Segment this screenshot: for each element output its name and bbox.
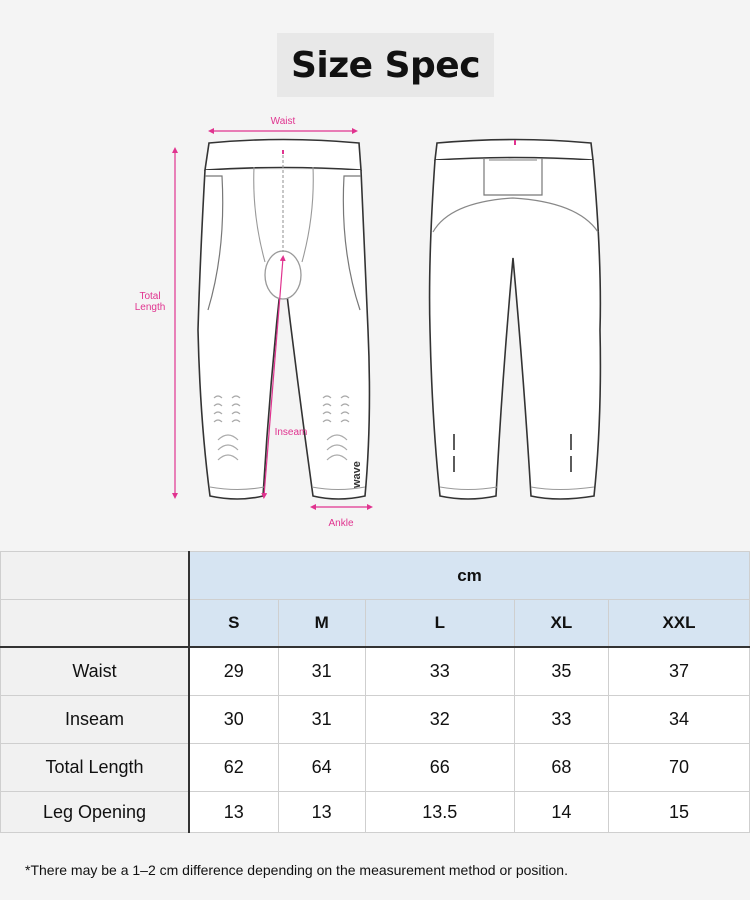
table-cell: 32	[365, 696, 514, 744]
back-view	[430, 140, 601, 500]
table-cell: 66	[365, 744, 514, 792]
row-label-waist: Waist	[1, 647, 190, 696]
table-cell: 37	[608, 647, 749, 696]
table-cell: 13	[278, 792, 365, 833]
table-corner	[1, 552, 190, 600]
table-cell: 70	[608, 744, 749, 792]
total-length-label-2: Length	[134, 302, 166, 313]
table-cell: 29	[189, 647, 278, 696]
footnote: *There may be a 1–2 cm difference depending on the measurement method or position.	[25, 862, 568, 878]
total-length-label-1: Total	[139, 291, 161, 302]
row-label-inseam: Inseam	[1, 696, 190, 744]
table-corner-2	[1, 600, 190, 648]
table-cell: 64	[278, 744, 365, 792]
size-header-xl: XL	[514, 600, 608, 648]
table-cell: 33	[514, 696, 608, 744]
size-header-s: S	[189, 600, 278, 648]
table-row	[1, 792, 750, 833]
ankle-label: Ankle	[328, 518, 354, 529]
garment-diagram	[0, 110, 750, 540]
table-cell: 34	[608, 696, 749, 744]
table-cell: 30	[189, 696, 278, 744]
inseam-label: Inseam	[274, 427, 308, 438]
size-header-xxl: XXL	[608, 600, 749, 648]
title-box	[277, 33, 494, 97]
table-cell: 35	[514, 647, 608, 696]
table-cell: 31	[278, 647, 365, 696]
table-cell: 68	[514, 744, 608, 792]
table-cell: 13.5	[365, 792, 514, 833]
row-label-total-length: Total Length	[1, 744, 190, 792]
waist-label: Waist	[270, 116, 296, 127]
size-table	[0, 551, 750, 833]
table-cell: 33	[365, 647, 514, 696]
size-header-m: M	[278, 600, 365, 648]
page-title: Size Spec	[290, 44, 481, 86]
table-cell: 13	[189, 792, 278, 833]
unit-header: cm	[189, 552, 750, 600]
row-label-leg-opening: Leg Opening	[1, 792, 190, 833]
table-cell: 14	[514, 792, 608, 833]
table-cell: 31	[278, 696, 365, 744]
front-view	[198, 140, 369, 500]
brand-mark: wave	[351, 461, 363, 488]
table-row	[1, 696, 750, 744]
size-header-l: L	[365, 600, 514, 648]
table-row	[1, 647, 750, 696]
table-cell: 15	[608, 792, 749, 833]
table-row	[1, 744, 750, 792]
table-cell: 62	[189, 744, 278, 792]
